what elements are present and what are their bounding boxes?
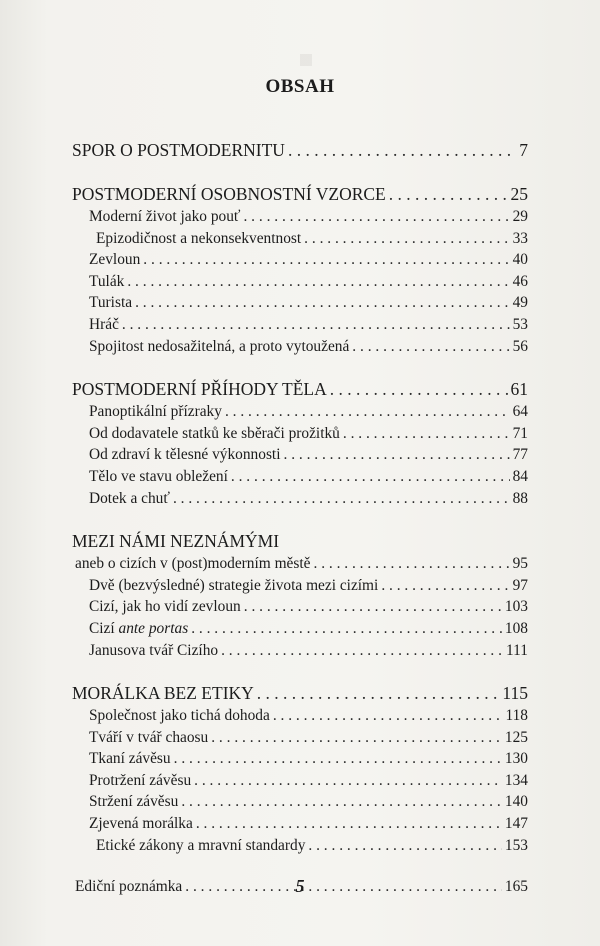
page-number: 49 (512, 294, 528, 312)
toc-entry-row (72, 230, 528, 252)
toc-chapter-row (72, 531, 528, 555)
page-number: 40 (512, 251, 528, 269)
entry-title: Zjevená morálka (89, 815, 193, 833)
table-of-contents (72, 140, 528, 920)
chapter-title: MEZI NÁMI NEZNÁMÝMI (72, 531, 280, 552)
page-number: 46 (512, 272, 528, 290)
dot-leader (221, 642, 503, 660)
entry-title: Ediční poznámka (75, 878, 183, 896)
chapter-title: POSTMODERNÍ OSOBNOSTNÍ VZORCE (72, 184, 386, 204)
entry-title: Janusova tvář Cizího (89, 641, 219, 659)
page-number: 33 (512, 229, 528, 247)
toc-section-moralka (72, 683, 528, 858)
dot-leader (191, 620, 502, 638)
dot-leader (352, 338, 509, 356)
dot-leader (244, 598, 502, 616)
toc-section-mezi-nami (72, 531, 528, 663)
dot-leader (181, 793, 502, 811)
page-number: 118 (505, 707, 528, 725)
page-number: 125 (504, 728, 528, 746)
dot-leader (273, 707, 503, 725)
entry-title: Společnost jako tichá dohoda (89, 707, 270, 725)
page-number: 56 (512, 337, 528, 355)
page-number: 108 (504, 619, 528, 637)
page-number: 115 (502, 683, 528, 704)
entry-title-italic: ante portas (118, 619, 189, 637)
page-number: 61 (510, 379, 528, 400)
toc-entry-row (72, 446, 528, 468)
page-number: 97 (512, 576, 528, 594)
toc-entry-row (72, 338, 528, 360)
toc-entry-row (72, 793, 528, 815)
entry-title: Hráč (89, 315, 119, 333)
dot-leader (135, 294, 510, 312)
page-number: 111 (506, 641, 528, 659)
page-folio: 5 (295, 876, 305, 896)
toc-entry-row (72, 468, 528, 490)
dot-leader (257, 683, 500, 704)
entry-title: Zevloun (89, 251, 141, 269)
toc-entry-row (72, 425, 528, 447)
chapter-subtitle: aneb o cizích v (post)moderním městě (75, 555, 311, 573)
page-number: 103 (504, 598, 528, 616)
page-number: 134 (504, 771, 528, 789)
toc-chapter-row (72, 184, 528, 208)
page-number: 95 (512, 555, 528, 573)
dot-leader (231, 468, 510, 486)
toc-entry-row (72, 750, 528, 772)
entry-title: Moderní život jako pouť (89, 208, 241, 225)
dot-leader (143, 251, 509, 269)
toc-chapter-row (72, 379, 528, 403)
entry-title: Tulák (89, 272, 125, 290)
toc-entry-row (72, 403, 528, 425)
entry-title: Tkaní závěsu (89, 750, 171, 768)
entry-title: Turista (89, 294, 133, 312)
page-number: 7 (519, 140, 528, 160)
entry-title: Epizodičnost a nekonsekventnost (96, 229, 302, 247)
dot-leader (314, 555, 510, 573)
page-number: 140 (504, 793, 528, 811)
page-number: 153 (504, 836, 528, 854)
dot-leader (225, 403, 510, 421)
toc-entry-row (72, 772, 528, 794)
dot-leader (389, 184, 508, 205)
entry-title: Stržení závěsu (89, 793, 179, 811)
bleed-through-mark (300, 54, 312, 66)
toc-section-prihody-tela (72, 379, 528, 511)
page-number: 88 (512, 489, 528, 507)
page-number: 71 (512, 424, 528, 442)
dot-leader (243, 208, 509, 226)
page-number: 77 (512, 446, 528, 464)
dot-leader (288, 140, 516, 161)
toc-entry-row (72, 251, 528, 273)
chapter-title: POSTMODERNÍ PŘÍHODY TĚLA (72, 379, 327, 400)
entry-title: Cizí, jak ho vidí zevloun (89, 598, 241, 616)
dot-leader (196, 815, 502, 833)
toc-entry-row (72, 837, 528, 859)
page-number: 25 (510, 184, 528, 204)
page-number: 53 (512, 315, 528, 333)
dot-leader (304, 230, 509, 248)
toc-section-osobnostni-vzorce (72, 184, 528, 359)
entry-title-plain: Cizí (89, 619, 119, 637)
toc-entry-row (72, 815, 528, 837)
entry-title: Spojitost nedosažitelná, a proto vytoužená (89, 337, 350, 355)
dot-leader (308, 837, 502, 855)
toc-entry-row (72, 642, 528, 664)
dot-leader (173, 490, 510, 508)
page-number: 29 (512, 208, 528, 225)
toc-entry-row (72, 707, 528, 729)
toc-entry-row (72, 273, 528, 295)
entry-title: Dotek a chuť (89, 489, 170, 507)
page-title: OBSAH (265, 76, 335, 97)
page-number: 165 (504, 878, 528, 896)
dot-leader (343, 425, 510, 443)
toc-entry-row (72, 294, 528, 316)
toc-entry-row (72, 316, 528, 338)
dot-leader (194, 772, 502, 790)
dot-leader (330, 379, 508, 400)
dot-leader (381, 577, 509, 595)
entry-title: Tělo ve stavu obležení (89, 467, 228, 485)
toc-section-spor (72, 140, 528, 164)
entry-title: Od dodavatele statků ke sběrači prožitků (89, 424, 340, 442)
page-number: 64 (512, 403, 528, 421)
chapter-title: SPOR O POSTMODERNITU (72, 140, 285, 160)
toc-entry-row (72, 729, 528, 751)
dot-leader (211, 729, 502, 747)
entry-title: Od zdraví k tělesné výkonnosti (89, 446, 281, 464)
toc-entry-row (72, 577, 528, 599)
page-number: 130 (504, 750, 528, 768)
dot-leader (174, 750, 502, 768)
entry-title (89, 620, 188, 638)
toc-chapter-row (72, 140, 528, 164)
entry-title: Etické zákony a mravní standardy (96, 836, 306, 854)
entry-title: Protržení závěsu (89, 771, 192, 789)
entry-title: Panoptikální přízraky (89, 403, 222, 421)
chapter-title: MORÁLKA BEZ ETIKY (72, 683, 254, 704)
entry-title: Tváří v tvář chaosu (89, 728, 209, 746)
toc-entry-row (72, 620, 528, 642)
page-number: 84 (512, 467, 528, 485)
dot-leader (284, 446, 510, 464)
toc-entry-row (72, 208, 528, 230)
toc-entry-row (72, 490, 528, 512)
toc-entry-row (72, 598, 528, 620)
toc-chapter-subtitle-row (72, 555, 528, 577)
toc-chapter-row (72, 683, 528, 707)
dot-leader (122, 316, 510, 334)
page-number: 147 (504, 815, 528, 833)
entry-title: Dvě (bezvýsledné) strategie života mezi cizími (89, 576, 379, 594)
dot-leader (127, 273, 509, 291)
